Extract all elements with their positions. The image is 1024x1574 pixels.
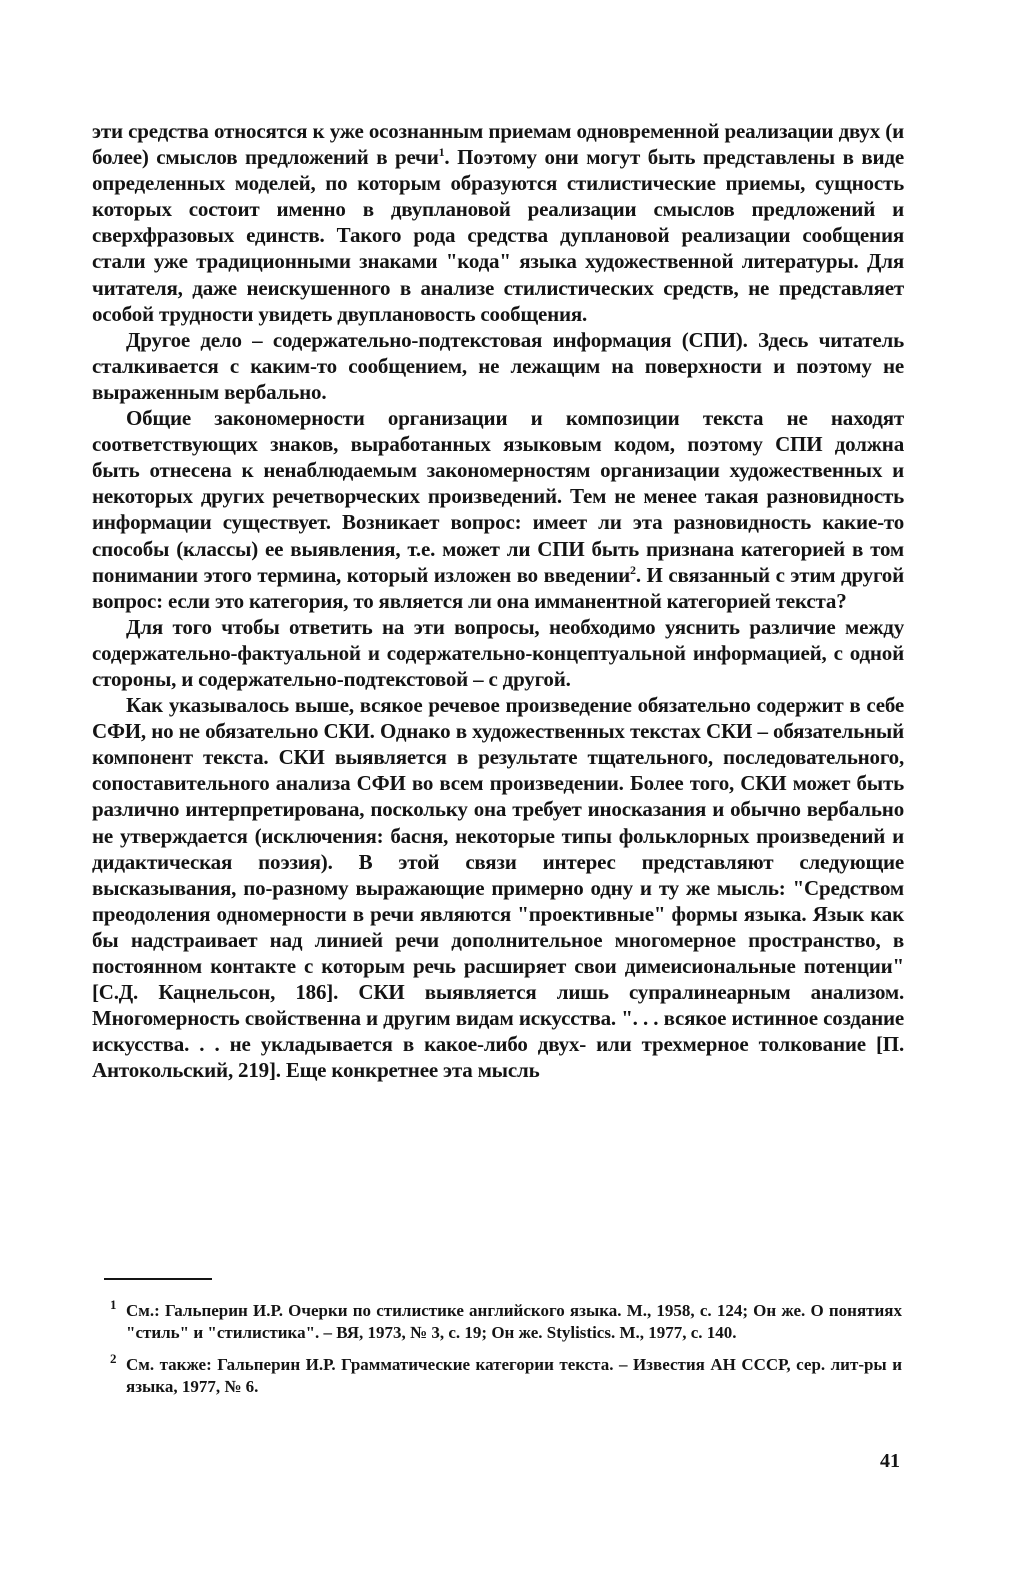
footnote-text: См. также: Гальперин И.Р. Грамматические категории текста. – Известия АН СССР, сер. лит-ры и языка, 1977, № 6. <box>126 1355 902 1396</box>
footnote-ref-1: 1 <box>438 145 445 160</box>
footnote-ref-2: 2 <box>630 562 636 577</box>
footnotes <box>110 1297 902 1408</box>
paragraph-3: Общие закономерности организации и композиции текста не находят соответствующих знаков, выработанных языковым кодом, поэтому СПИ должна быть отнесена к ненаблюдаемым закономерностям организации художественных и некоторых других речетворческих произведений. Тем не менее такая разновидность информации существует. Возникает вопрос: имеет ли эта разновидность какие-то способы (классы) ее выявления, т.е. может ли СПИ быть признана категорией в том понимании этого термина, который изложен во введении$^2$. И связанный с этим другой вопрос: если это категория, то является ли она имманентной категорией текста? <box>92 406 904 613</box>
footnote-2 <box>110 1351 902 1398</box>
footnote-number: 1 <box>110 1297 117 1312</box>
paragraph-2: Другое дело – содержательно-подтекстовая информация (СПИ). Здесь читатель сталкивается с каким-то сообщением, не лежащим на поверхности и поэтому не выраженным вербально. <box>92 327 904 404</box>
paragraph-5: Как указывалось выше, всякое речевое произведение обязательно содержит в себе СФИ, но не обязательно СКИ. Однако в художественных текстах СКИ – обязательный компонент текста. СКИ выявляется в результате тщательного, последовательного, сопоставительного анализа СФИ во всем произведении. Более того, СКИ может быть различно интерпретирована, поскольку она требует иносказания и обычно вербально не утверждается (исключения: басня, некоторые типы фольклорных произведений и дидактическая поэзия). В этой связи интерес представляют следующие высказывания, по-разному выражающие примерно одну и ту же мысль: "Средством преодоления одномерности в речи являются "проективные" формы языка. Язык как бы надстраивает над линией речи дополнительное многомерное пространство, в постоянном контакте с которым речь расширяет свои димеисиональные потенции" [С.Д. Кацнельсон, 186]. СКИ выявляется лишь супралинеарным анализом. Многомерность свойственна и другим видам искусства. ". . . всякое истинное создание искусства. . . не укладывается в какое-либо двух- или трехмерное толкование [П. Антокольский, 219]. Еще конкретнее эта мысль <box>92 693 904 1083</box>
footnote-text: См.: Гальперин И.Р. Очерки по стилистике английского языка. М., 1958, с. 124; Он же. О понятиях "стиль" и "стилистика". – ВЯ, 1973, № 3, с. 19; Он же. Stylistics. M., 1977, c. 140. <box>126 1301 902 1342</box>
footnote-divider <box>104 1278 212 1280</box>
paragraph-1: эти средства относятся к уже осознанным приемам одновременной реализации двух (и более) смыслов предложений в речи$^1$. Поэтому они могут быть представлены в виде определенных моделей, по которым образуются стилистические приемы, сущность которых состоит именно в двуплановой реализации смыслов предложений и сверхфразовых единств. Такого рода средства дуплановой реализации сообщения стали уже традиционными знаками "кода" языка художественной литературы. Для читателя, даже неискушенного в анализе стилистических средств, не представляет особой трудности увидеть двуплановость сообщения. <box>92 119 904 326</box>
paragraph-4: Для того чтобы ответить на эти вопросы, необходимо уяснить различие между содержательно-фактуальной и содержательно-концептуальной информацией, с одной стороны, и содержательно-подтекстовой – с другой. <box>92 614 904 691</box>
main-text <box>92 118 904 1083</box>
footnote-number: 2 <box>110 1351 117 1366</box>
page-number: 41 <box>880 1450 900 1472</box>
footnote-1 <box>110 1297 902 1344</box>
